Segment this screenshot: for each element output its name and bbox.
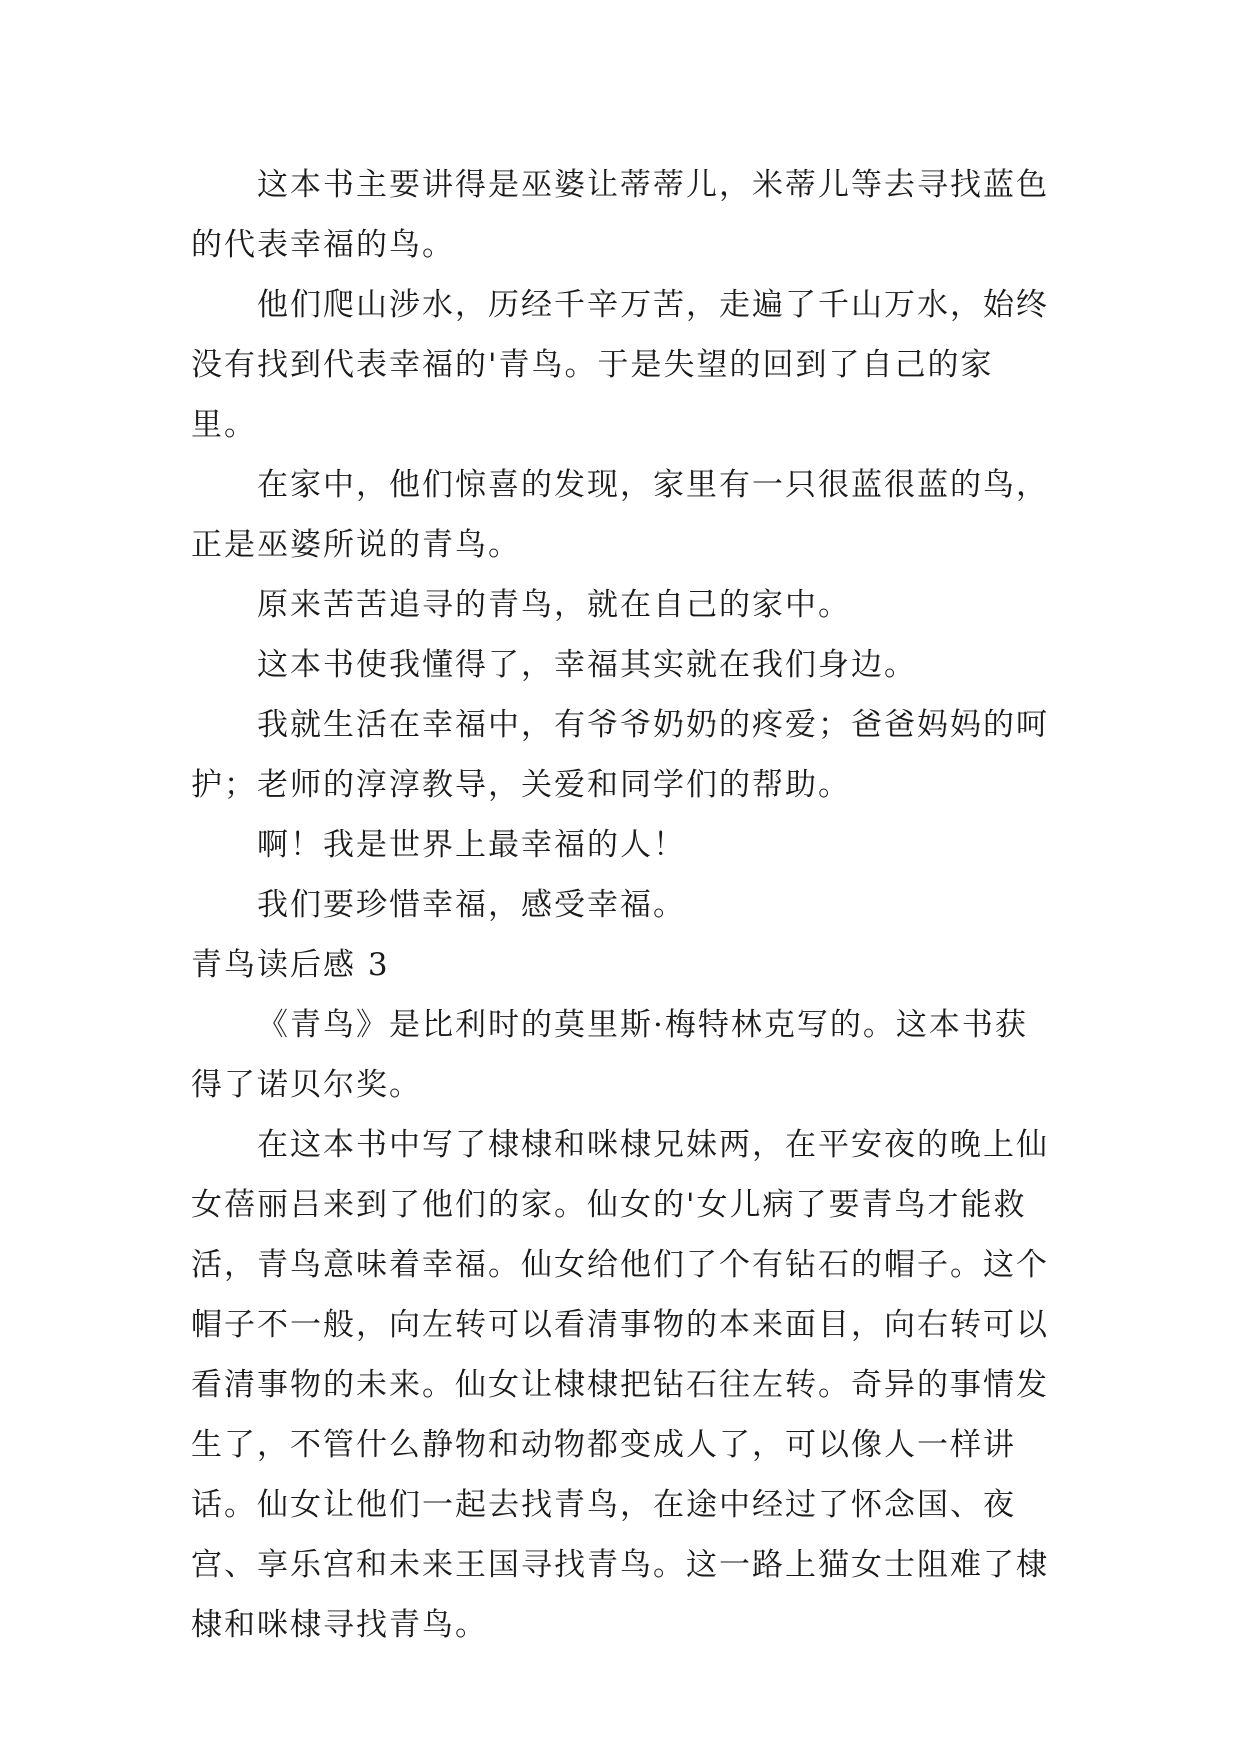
paragraph: 在家中，他们惊喜的发现，家里有一只很蓝很蓝的鸟，正是巫婆所说的青鸟。 — [191, 467, 1049, 563]
paragraph: 他们爬山涉水，历经千辛万苦，走遍了千山万水，始终没有找到代表幸福的'青鸟。于是失望的回到了自己的家里。 — [191, 287, 1049, 443]
paragraph: 原来苦苦追寻的青鸟，就在自己的家中。 — [257, 587, 851, 623]
document-body — [191, 155, 1051, 1655]
paragraph: 啊！我是世界上最幸福的人！ — [257, 827, 686, 863]
section-heading: 青鸟读后感 3 — [191, 947, 390, 983]
paragraph: 我们要珍惜幸福，感受幸福。 — [257, 887, 686, 923]
paragraph: 这本书主要讲得是巫婆让蒂蒂儿，米蒂儿等去寻找蓝色的代表幸福的鸟。 — [191, 167, 1049, 263]
paragraph: 在这本书中写了棣棣和咪棣兄妹两，在平安夜的晚上仙女蓓丽吕来到了他们的家。仙女的'女儿病了要青鸟才能救活，青鸟意味着幸福。仙女给他们了个有钻石的帽子。这个帽子不一般，向左转可以看清事物的本来面目，向右转可以看清事物的未来。仙女让棣棣把钻石往左转。奇异的事情发生了，不管什么静物和动物都变成人了，可以像人一样讲话。仙女让他们一起去找青鸟，在途中经过了怀念国、夜宫、享乐宫和未来王国寻找青鸟。这一路上猫女士阻难了棣棣和咪棣寻找青鸟。 — [191, 1127, 1049, 1643]
paragraph: 《青鸟》是比利时的莫里斯·梅特林克写的。这本书获得了诺贝尔奖。 — [191, 1007, 1028, 1103]
paragraph: 我就生活在幸福中，有爷爷奶奶的疼爱；爸爸妈妈的呵护；老师的淳淳教导，关爱和同学们的帮助。 — [191, 707, 1049, 803]
paragraph: 这本书使我懂得了，幸福其实就在我们身边。 — [257, 647, 917, 683]
